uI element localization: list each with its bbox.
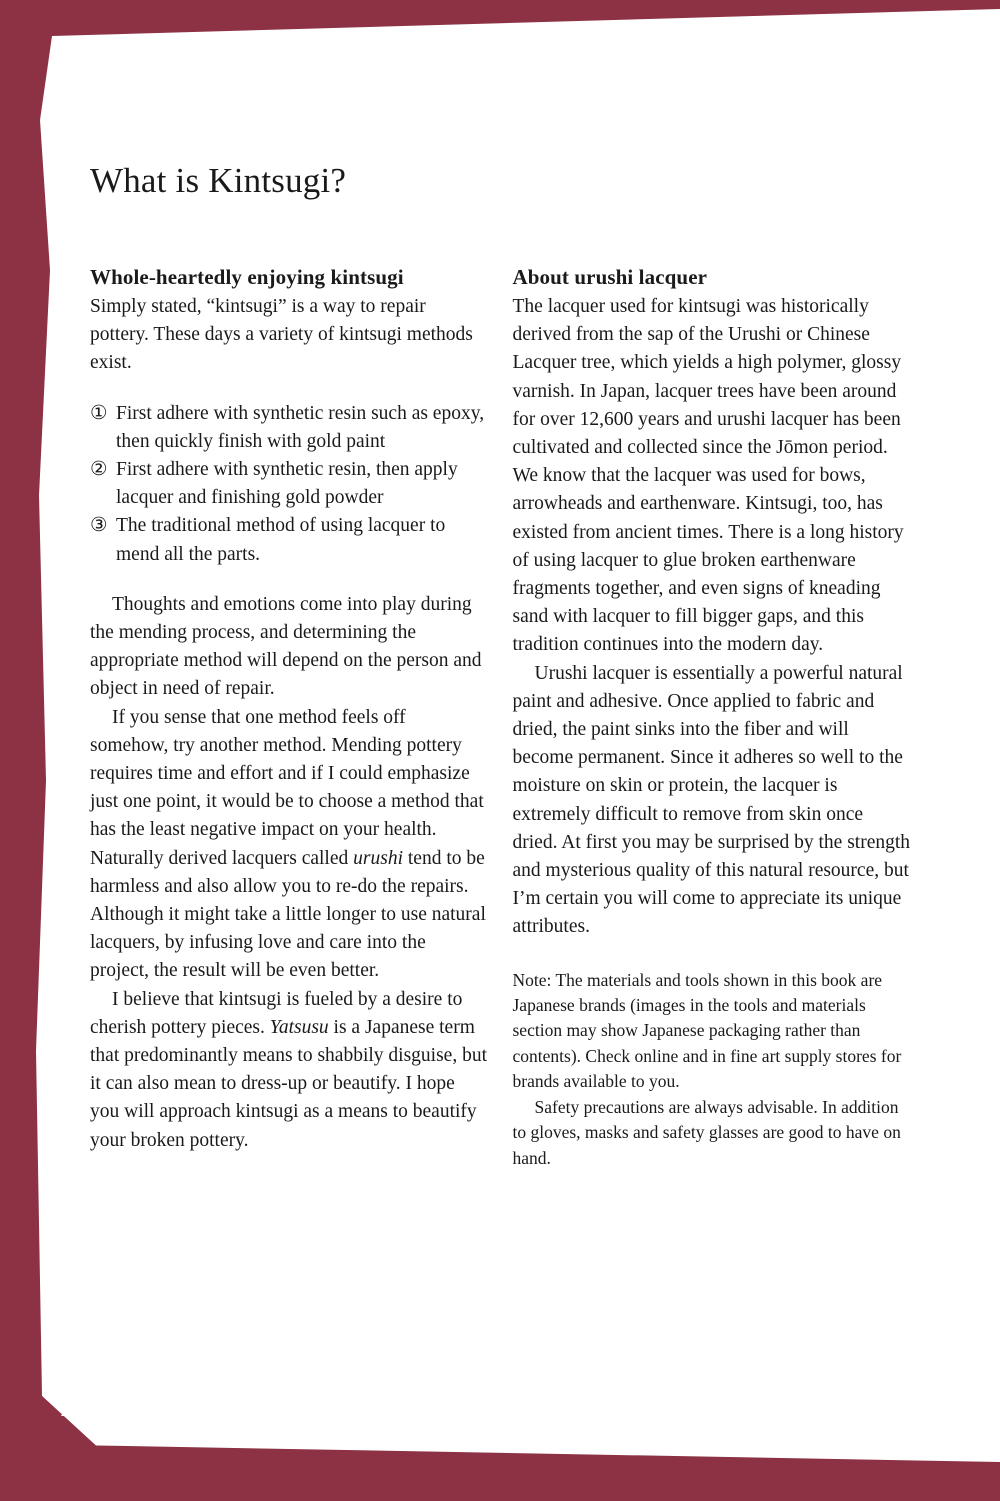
list-item-marker: ③ — [90, 515, 108, 537]
left-column-heading: Whole-heartedly enjoying kintsugi — [90, 265, 404, 289]
list-item-text: The traditional method of using lacquer to mend all the parts. — [116, 515, 446, 565]
two-column-layout — [90, 265, 910, 1171]
left-column — [90, 265, 488, 1171]
right-column-heading: About urushi lacquer — [512, 265, 708, 289]
left-column-intro: Simply stated, “kintsugi” is a way to repair pottery. These days a variety of kintsugi methods exist. — [90, 296, 473, 374]
list-item-marker: ② — [90, 459, 108, 481]
left-column-paragraph-3: I believe that kintsugi is fueled by a desire to cherish pottery pieces. Yatsusu is a Japanese term that predominantly means to shabbily disguise, but it can also mean to dress-up or beautify. I hope you will approach kintsugi as a means to beautify your broken pottery. — [90, 988, 487, 1151]
list-item — [90, 512, 488, 568]
right-column — [513, 265, 911, 1171]
page-title: What is Kintsugi? — [90, 161, 347, 201]
list-item — [90, 400, 488, 456]
left-column-paragraph-1: Thoughts and emotions come into play during the mending process, and determining the appropriate method will depend on the person and object in need of repair. — [90, 593, 482, 700]
list-item — [90, 456, 488, 512]
kintsugi-methods-list — [90, 400, 488, 569]
note-paragraph-2: Safety precautions are always advisable. In addition to gloves, masks and safety glasses are good to have on hand. — [512, 1096, 901, 1168]
list-item-text: First adhere with synthetic resin, then apply lacquer and finishing gold powder — [116, 459, 458, 509]
right-column-paragraph-2: Urushi lacquer is essentially a powerful natural paint and adhesive. Once applied to fabric and dried, the paint sinks into the fiber and will become permanent. Since it adheres so well to the moisture on skin or protein, the lacquer is extremely difficult to remove from skin once dried. At first you may be surprised by the strength and mysterious quality of this natural resource, but I’m certain you will come to appreciate its unique attributes. — [512, 662, 911, 938]
list-item-marker: ① — [90, 402, 108, 424]
note-paragraph-1: Note: The materials and tools shown in this book are Japanese brands (images in the tools and materials section may show Japanese packaging rather than contents). Check online and in fine art supply stores for brands available to you. — [512, 969, 902, 1092]
list-item-text: First adhere with synthetic resin such as epoxy, then quickly finish with gold paint — [116, 402, 485, 452]
page-number: 16 — [60, 1400, 81, 1420]
left-column-paragraph-2: If you sense that one method feels off somehow, try another method. Mending pottery requires time and effort and if I could emphasize just one point, it would be to choose a method that has the least negative impact on your health. Naturally derived lacquers called urushi tend to be harmless and also allow you to re-do the repairs. Although it might take a little longer to use natural lacquers, by infusing love and care into the project, the result will be even better. — [90, 706, 486, 982]
right-column-paragraph-1: The lacquer used for kintsugi was historically derived from the sap of the Urushi or Chinese Lacquer tree, which yields a high polymer, glossy varnish. In Japan, lacquer trees have been around for over 12,600 years and urushi lacquer has been cultivated and collected since the Jōmon period. We know that the lacquer was used for bows, arrowheads and earthenware. Kintsugi, too, has existed from ancient times. There is a long history of using lacquer to glue broken earthenware fragments together, and even signs of kneading sand with lacquer to fill bigger gaps, and this tradition continues into the modern day. — [512, 296, 904, 656]
